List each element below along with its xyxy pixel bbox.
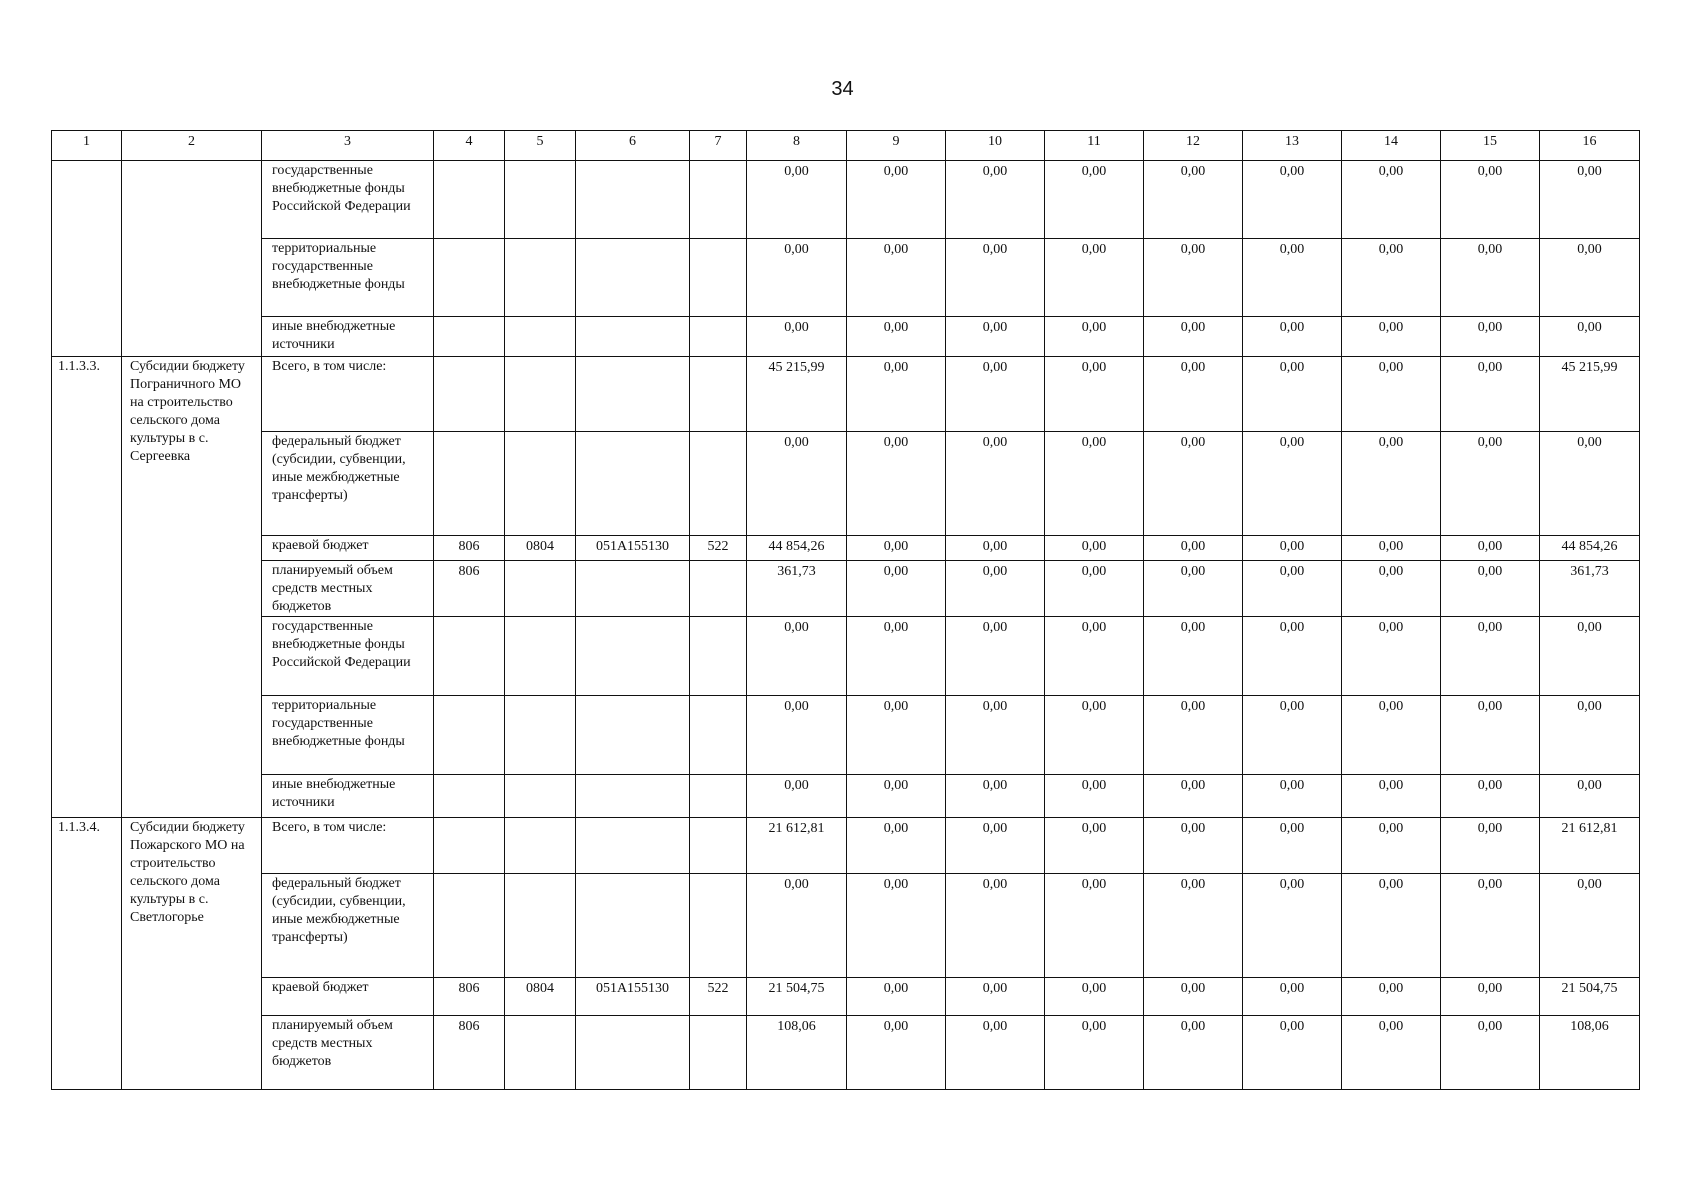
amount-cell: 0,00 [1540, 617, 1640, 696]
funding-source-label: федеральный бюджет (субсидии, субвенции, иные межбюджетные трансферты) [262, 874, 434, 978]
column-header-16: 16 [1540, 131, 1640, 161]
kbk-cell: 522 [690, 536, 747, 561]
amount-cell: 0,00 [946, 161, 1045, 239]
amount-cell: 361,73 [1540, 561, 1640, 617]
amount-cell: 0,00 [1243, 317, 1342, 357]
amount-cell: 0,00 [1045, 818, 1144, 874]
amount-cell: 0,00 [847, 561, 946, 617]
amount-cell: 0,00 [747, 432, 847, 536]
kbk-cell [576, 818, 690, 874]
kbk-cell [690, 432, 747, 536]
column-header-1: 1 [52, 131, 122, 161]
kbk-cell [434, 617, 505, 696]
table-row [52, 239, 1640, 317]
amount-cell: 0,00 [1144, 561, 1243, 617]
kbk-cell [690, 239, 747, 317]
kbk-cell [505, 818, 576, 874]
amount-cell: 0,00 [1441, 357, 1540, 432]
amount-cell: 0,00 [747, 874, 847, 978]
kbk-cell [576, 161, 690, 239]
amount-cell: 0,00 [1441, 239, 1540, 317]
kbk-cell [434, 775, 505, 818]
amount-cell: 0,00 [1243, 874, 1342, 978]
amount-cell: 0,00 [1045, 696, 1144, 775]
kbk-cell [690, 775, 747, 818]
amount-cell: 0,00 [1342, 432, 1441, 536]
amount-cell: 0,00 [1243, 239, 1342, 317]
kbk-cell: 0804 [505, 536, 576, 561]
amount-cell: 0,00 [1342, 874, 1441, 978]
kbk-cell [690, 561, 747, 617]
kbk-cell: 522 [690, 978, 747, 1016]
funding-source-label: краевой бюджет [262, 978, 434, 1016]
amount-cell: 0,00 [946, 775, 1045, 818]
row-code-cell [52, 161, 122, 357]
amount-cell: 0,00 [1144, 1016, 1243, 1090]
kbk-cell [505, 561, 576, 617]
amount-cell: 21 612,81 [1540, 818, 1640, 874]
amount-cell: 0,00 [1441, 317, 1540, 357]
amount-cell: 0,00 [1342, 696, 1441, 775]
amount-cell: 0,00 [1144, 536, 1243, 561]
column-header-15: 15 [1441, 131, 1540, 161]
amount-cell: 0,00 [1342, 161, 1441, 239]
kbk-cell: 806 [434, 1016, 505, 1090]
amount-cell: 0,00 [847, 617, 946, 696]
amount-cell: 0,00 [747, 696, 847, 775]
amount-cell: 0,00 [847, 357, 946, 432]
table-row [52, 874, 1640, 978]
amount-cell: 0,00 [747, 775, 847, 818]
kbk-cell [505, 775, 576, 818]
column-header-10: 10 [946, 131, 1045, 161]
amount-cell: 0,00 [1342, 357, 1441, 432]
section-code: 1.1.3.4. [52, 818, 122, 1090]
funding-source-label: федеральный бюджет (субсидии, субвенции, иные межбюджетные трансферты) [262, 432, 434, 536]
kbk-cell: 051А155130 [576, 978, 690, 1016]
column-header-9: 9 [847, 131, 946, 161]
table-row [52, 818, 1640, 874]
section-name: Субсидии бюджету Пограничного МО на строительство сельского дома культуры в с. Сергеевка [122, 357, 262, 818]
amount-cell: 44 854,26 [747, 536, 847, 561]
column-header-7: 7 [690, 131, 747, 161]
amount-cell: 21 504,75 [1540, 978, 1640, 1016]
kbk-cell [576, 874, 690, 978]
amount-cell: 0,00 [1441, 432, 1540, 536]
amount-cell: 0,00 [1045, 357, 1144, 432]
column-header-3: 3 [262, 131, 434, 161]
amount-cell: 0,00 [1045, 978, 1144, 1016]
amount-cell: 0,00 [946, 1016, 1045, 1090]
amount-cell: 0,00 [847, 1016, 946, 1090]
amount-cell: 0,00 [1144, 617, 1243, 696]
table-row [52, 161, 1640, 239]
amount-cell: 0,00 [946, 536, 1045, 561]
funding-source-label: Всего, в том числе: [262, 357, 434, 432]
amount-cell: 0,00 [1144, 432, 1243, 536]
amount-cell: 0,00 [1540, 874, 1640, 978]
amount-cell: 0,00 [1144, 239, 1243, 317]
table-row [52, 317, 1640, 357]
kbk-cell [576, 561, 690, 617]
amount-cell: 0,00 [1144, 874, 1243, 978]
table-row [52, 696, 1640, 775]
amount-cell: 0,00 [847, 696, 946, 775]
amount-cell: 361,73 [747, 561, 847, 617]
kbk-cell [576, 1016, 690, 1090]
funding-source-label: иные внебюджетные источники [262, 317, 434, 357]
table-row [52, 561, 1640, 617]
kbk-cell [576, 696, 690, 775]
table-row [52, 1016, 1640, 1090]
funding-source-label: Всего, в том числе: [262, 818, 434, 874]
amount-cell: 0,00 [1243, 775, 1342, 818]
column-header-14: 14 [1342, 131, 1441, 161]
kbk-cell [434, 239, 505, 317]
amount-cell: 45 215,99 [1540, 357, 1640, 432]
amount-cell: 0,00 [847, 239, 946, 317]
amount-cell: 0,00 [1243, 696, 1342, 775]
amount-cell: 0,00 [1144, 357, 1243, 432]
budget-table [51, 130, 1640, 1090]
kbk-cell [505, 161, 576, 239]
amount-cell: 0,00 [847, 818, 946, 874]
section-name: Субсидии бюджету Пожарского МО на строительство сельского дома культуры в с. Светлогорье [122, 818, 262, 1090]
amount-cell: 0,00 [946, 239, 1045, 317]
funding-source-label: территориальные государственные внебюджетные фонды [262, 239, 434, 317]
amount-cell: 0,00 [946, 818, 1045, 874]
amount-cell: 45 215,99 [747, 357, 847, 432]
amount-cell: 0,00 [946, 317, 1045, 357]
amount-cell: 0,00 [1243, 432, 1342, 536]
kbk-cell [505, 874, 576, 978]
amount-cell: 108,06 [1540, 1016, 1640, 1090]
amount-cell: 21 612,81 [747, 818, 847, 874]
amount-cell: 0,00 [1045, 317, 1144, 357]
section-code: 1.1.3.3. [52, 357, 122, 818]
kbk-cell [690, 161, 747, 239]
amount-cell: 0,00 [1144, 818, 1243, 874]
column-header-5: 5 [505, 131, 576, 161]
amount-cell: 0,00 [1045, 161, 1144, 239]
amount-cell: 0,00 [1144, 978, 1243, 1016]
amount-cell: 0,00 [847, 775, 946, 818]
amount-cell: 0,00 [1342, 536, 1441, 561]
column-header-13: 13 [1243, 131, 1342, 161]
amount-cell: 0,00 [1441, 536, 1540, 561]
column-header-11: 11 [1045, 131, 1144, 161]
amount-cell: 0,00 [847, 536, 946, 561]
amount-cell: 0,00 [946, 978, 1045, 1016]
amount-cell: 0,00 [1441, 1016, 1540, 1090]
table-row [52, 978, 1640, 1016]
amount-cell: 0,00 [1342, 818, 1441, 874]
kbk-cell: 806 [434, 536, 505, 561]
kbk-cell: 806 [434, 561, 505, 617]
kbk-cell [505, 617, 576, 696]
funding-source-label: планируемый объем средств местных бюджетов [262, 1016, 434, 1090]
funding-source-label: государственные внебюджетные фонды Российской Федерации [262, 617, 434, 696]
amount-cell: 0,00 [946, 696, 1045, 775]
amount-cell: 0,00 [747, 617, 847, 696]
amount-cell: 0,00 [946, 874, 1045, 978]
kbk-cell: 806 [434, 978, 505, 1016]
row-name-cell [122, 161, 262, 357]
kbk-cell [505, 432, 576, 536]
amount-cell: 0,00 [1441, 978, 1540, 1016]
amount-cell: 0,00 [1441, 161, 1540, 239]
amount-cell: 0,00 [1342, 317, 1441, 357]
amount-cell: 108,06 [747, 1016, 847, 1090]
amount-cell: 0,00 [1243, 536, 1342, 561]
amount-cell: 0,00 [1045, 874, 1144, 978]
amount-cell: 0,00 [747, 317, 847, 357]
amount-cell: 0,00 [1243, 561, 1342, 617]
amount-cell: 0,00 [1243, 978, 1342, 1016]
kbk-cell [434, 161, 505, 239]
table-row [52, 617, 1640, 696]
amount-cell: 0,00 [1342, 239, 1441, 317]
kbk-cell [434, 874, 505, 978]
column-header-8: 8 [747, 131, 847, 161]
kbk-cell [690, 818, 747, 874]
kbk-cell [434, 696, 505, 775]
amount-cell: 0,00 [1441, 561, 1540, 617]
amount-cell: 0,00 [1540, 696, 1640, 775]
kbk-cell [505, 357, 576, 432]
amount-cell: 0,00 [847, 161, 946, 239]
amount-cell: 0,00 [1540, 775, 1640, 818]
amount-cell: 0,00 [847, 874, 946, 978]
funding-source-label: краевой бюджет [262, 536, 434, 561]
amount-cell: 0,00 [1243, 357, 1342, 432]
funding-source-label: планируемый объем средств местных бюджетов [262, 561, 434, 617]
column-header-12: 12 [1144, 131, 1243, 161]
amount-cell: 0,00 [1342, 617, 1441, 696]
column-header-6: 6 [576, 131, 690, 161]
kbk-cell: 051А155130 [576, 536, 690, 561]
kbk-cell [690, 357, 747, 432]
table-row [52, 536, 1640, 561]
amount-cell: 0,00 [1045, 1016, 1144, 1090]
amount-cell: 0,00 [1243, 818, 1342, 874]
amount-cell: 0,00 [1144, 161, 1243, 239]
amount-cell: 0,00 [1342, 561, 1441, 617]
amount-cell: 0,00 [1441, 696, 1540, 775]
kbk-cell [576, 239, 690, 317]
kbk-cell [434, 432, 505, 536]
amount-cell: 0,00 [1045, 775, 1144, 818]
amount-cell: 0,00 [1540, 317, 1640, 357]
kbk-cell [690, 696, 747, 775]
column-header-4: 4 [434, 131, 505, 161]
header-row [52, 131, 1640, 161]
amount-cell: 0,00 [1243, 161, 1342, 239]
table-row [52, 432, 1640, 536]
amount-cell: 0,00 [1144, 775, 1243, 818]
amount-cell: 0,00 [1342, 978, 1441, 1016]
kbk-cell: 0804 [505, 978, 576, 1016]
amount-cell: 0,00 [1441, 874, 1540, 978]
table-row [52, 357, 1640, 432]
kbk-cell [505, 239, 576, 317]
kbk-cell [434, 357, 505, 432]
kbk-cell [576, 317, 690, 357]
amount-cell: 0,00 [1045, 617, 1144, 696]
amount-cell: 0,00 [1342, 775, 1441, 818]
funding-source-label: территориальные государственные внебюджетные фонды [262, 696, 434, 775]
kbk-cell [576, 432, 690, 536]
kbk-cell [434, 818, 505, 874]
amount-cell: 0,00 [946, 617, 1045, 696]
amount-cell: 0,00 [1540, 432, 1640, 536]
amount-cell: 0,00 [1144, 317, 1243, 357]
amount-cell: 0,00 [747, 161, 847, 239]
amount-cell: 0,00 [1045, 432, 1144, 536]
kbk-cell [505, 317, 576, 357]
amount-cell: 0,00 [847, 317, 946, 357]
amount-cell: 0,00 [946, 357, 1045, 432]
kbk-cell [505, 696, 576, 775]
kbk-cell [690, 617, 747, 696]
funding-source-label: государственные внебюджетные фонды Российской Федерации [262, 161, 434, 239]
amount-cell: 0,00 [946, 561, 1045, 617]
amount-cell: 0,00 [1441, 617, 1540, 696]
amount-cell: 0,00 [847, 432, 946, 536]
amount-cell: 0,00 [1045, 561, 1144, 617]
kbk-cell [505, 1016, 576, 1090]
amount-cell: 0,00 [1540, 239, 1640, 317]
amount-cell: 0,00 [1243, 617, 1342, 696]
kbk-cell [690, 317, 747, 357]
kbk-cell [690, 874, 747, 978]
kbk-cell [576, 617, 690, 696]
kbk-cell [576, 357, 690, 432]
kbk-cell [434, 317, 505, 357]
column-header-2: 2 [122, 131, 262, 161]
amount-cell: 0,00 [1045, 536, 1144, 561]
amount-cell: 21 504,75 [747, 978, 847, 1016]
amount-cell: 44 854,26 [1540, 536, 1640, 561]
amount-cell: 0,00 [747, 239, 847, 317]
kbk-cell [576, 775, 690, 818]
amount-cell: 0,00 [1441, 818, 1540, 874]
table-row [52, 775, 1640, 818]
amount-cell: 0,00 [1243, 1016, 1342, 1090]
amount-cell: 0,00 [1441, 775, 1540, 818]
amount-cell: 0,00 [946, 432, 1045, 536]
amount-cell: 0,00 [1342, 1016, 1441, 1090]
kbk-cell [690, 1016, 747, 1090]
amount-cell: 0,00 [1144, 696, 1243, 775]
funding-source-label: иные внебюджетные источники [262, 775, 434, 818]
page-number: 34 [831, 78, 854, 100]
amount-cell: 0,00 [1045, 239, 1144, 317]
amount-cell: 0,00 [1540, 161, 1640, 239]
amount-cell: 0,00 [847, 978, 946, 1016]
